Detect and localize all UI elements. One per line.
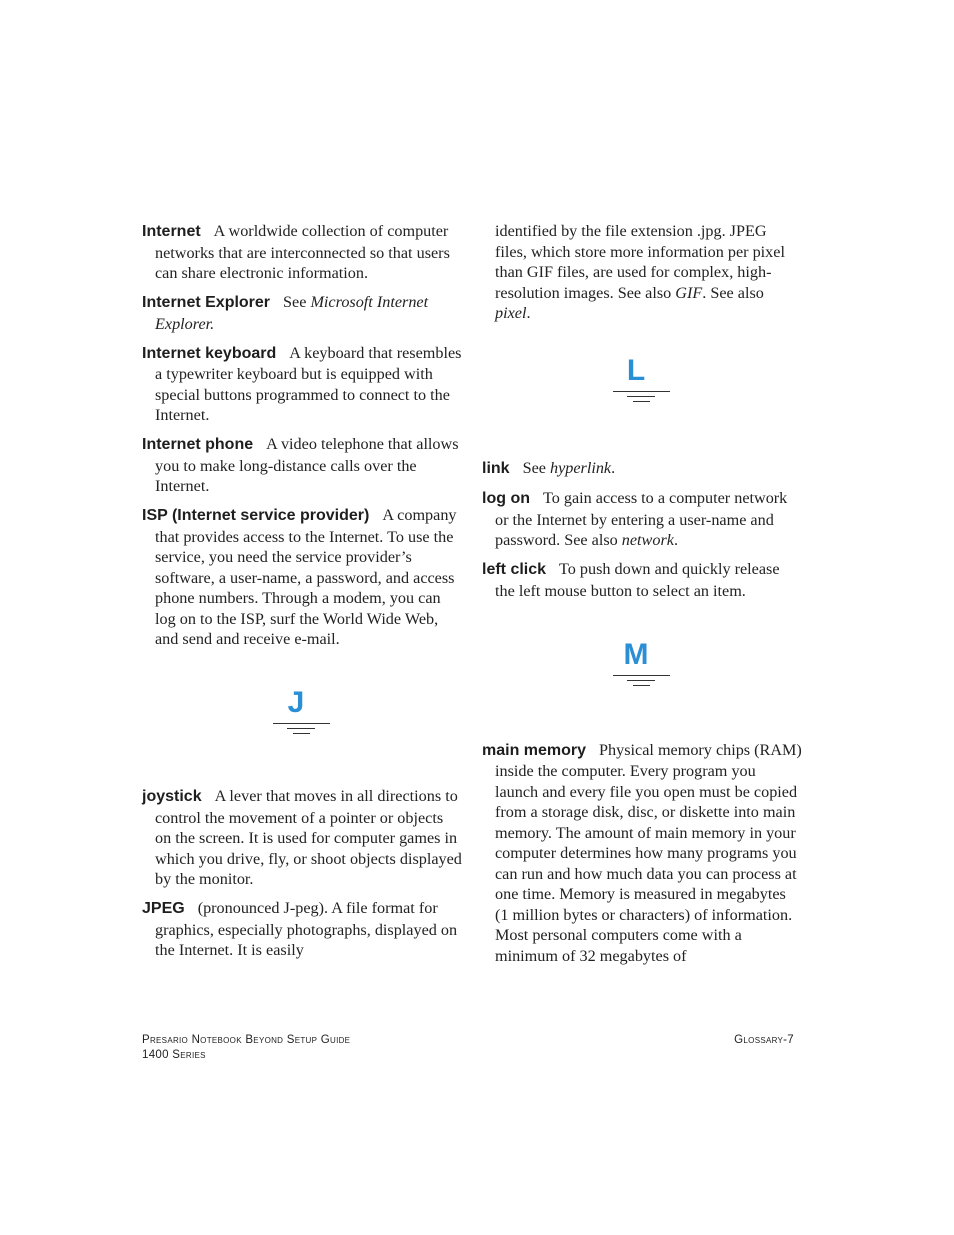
jpeg-continuation — [482, 221, 802, 324]
right-column — [482, 221, 802, 975]
definition: A lever that moves in all directions to control the movement of a pointer or objects on the screen. It is used for computer games in which you drive, fly, or shoot objects displayed by the monitor. — [155, 787, 462, 888]
definition-prefix: See — [522, 459, 550, 477]
definition-suffix: . — [611, 459, 616, 477]
section-letter: L — [626, 354, 646, 387]
section-letter: M — [623, 637, 649, 671]
reference-pixel: pixel — [495, 304, 527, 322]
term: Internet keyboard — [142, 344, 277, 362]
term: main memory — [482, 741, 587, 759]
section-rule-long — [613, 675, 670, 676]
definition: (pronounced J-peg). A file format for graphics, especially photographs, displayed on the Internet. It is easily — [155, 899, 458, 959]
series-label: 1400 Series — [142, 1049, 206, 1061]
glossary-entry-left-click — [482, 559, 802, 601]
section-header-m — [482, 610, 802, 740]
section-header-l — [482, 332, 802, 458]
glossary-entry-internet-phone — [142, 434, 462, 497]
definition: A keyboard that resembles a typewriter keyboard but is equipped with special buttons programmed to connect to the Internet. — [155, 343, 462, 424]
left-column — [142, 221, 462, 969]
section-letter: J — [287, 686, 305, 719]
definition-suffix: . — [673, 531, 678, 549]
definition-reference: hyperlink — [549, 459, 612, 477]
section-rule-mid — [627, 396, 655, 397]
section-rule-long — [273, 723, 330, 724]
footer-left — [142, 1033, 350, 1063]
glossary-entry-internet-keyboard — [142, 343, 462, 426]
section-header-j — [142, 658, 462, 786]
term: Internet — [142, 223, 201, 240]
continuation-text: . See also — [702, 283, 764, 302]
continuation-text: identified by the file extension .jpg. JPEG files, which store more information per pixel than GIF files, are used for complex, high-resolution images. See also — [495, 222, 785, 302]
glossary-entry-isp — [142, 505, 462, 650]
continuation-text: . — [526, 304, 531, 322]
definition: A worldwide collection of computer networks that are interconnected so that users can share electronic information. — [155, 222, 450, 282]
term: left click — [482, 561, 547, 578]
term: ISP (Internet service provider) — [142, 507, 370, 524]
section-rule-short — [293, 733, 310, 734]
term: JPEG — [142, 900, 185, 917]
term: Internet Explorer — [142, 294, 271, 311]
section-rule-short — [633, 685, 650, 686]
glossary-entry-link — [482, 458, 802, 480]
term: Internet phone — [142, 436, 254, 453]
glossary-entry-jpeg — [142, 898, 462, 961]
section-rule-mid — [627, 680, 655, 681]
footer-right — [734, 1033, 794, 1048]
definition-prefix: To gain access to a computer network or the Internet by entering a user-name and password. See also — [495, 489, 788, 549]
definition-reference: Microsoft Internet Explorer. — [155, 293, 429, 333]
guide-title: Presario Notebook Beyond Setup Guide — [142, 1034, 351, 1046]
glossary-entry-joystick — [142, 786, 462, 890]
page-number: Glossary-7 — [734, 1034, 794, 1046]
section-rule-short — [633, 401, 650, 402]
definition: A company that provides access to the Internet. To use the service, you need the service provider’s software, a user-name, a password, and access phone numbers. Through a modem, you can log on to the ISP, surf the World Wide Web, and send and receive e-mail. — [155, 506, 457, 648]
term: joystick — [142, 788, 202, 805]
definition: Physical memory chips (RAM) inside the computer. Every program you launch and every file you open must be copied from a storage disk, disc, or diskette into main memory. The amount of main memory in your computer determines how many programs you can run and how much data you can process at one time. Memory is measured in megabytes (1 million bytes or characters) of information. Most personal computers come with a minimum of 32 megabytes of — [495, 740, 802, 965]
glossary-entry-internet-explorer — [142, 292, 462, 334]
term: link — [482, 460, 510, 477]
definition: To push down and quickly release the left mouse button to select an item. — [495, 560, 780, 600]
section-rule-long — [613, 391, 670, 392]
definition-prefix: See — [283, 293, 311, 311]
definition: A video telephone that allows you to make long-distance calls over the Internet. — [155, 435, 459, 495]
section-rule-mid — [287, 728, 315, 729]
glossary-entry-internet — [142, 221, 462, 284]
glossary-entry-log-on — [482, 488, 802, 551]
reference-gif: GIF — [675, 283, 703, 302]
definition-reference: network — [621, 531, 674, 549]
term: log on — [482, 490, 530, 507]
glossary-entry-main-memory — [482, 740, 802, 967]
